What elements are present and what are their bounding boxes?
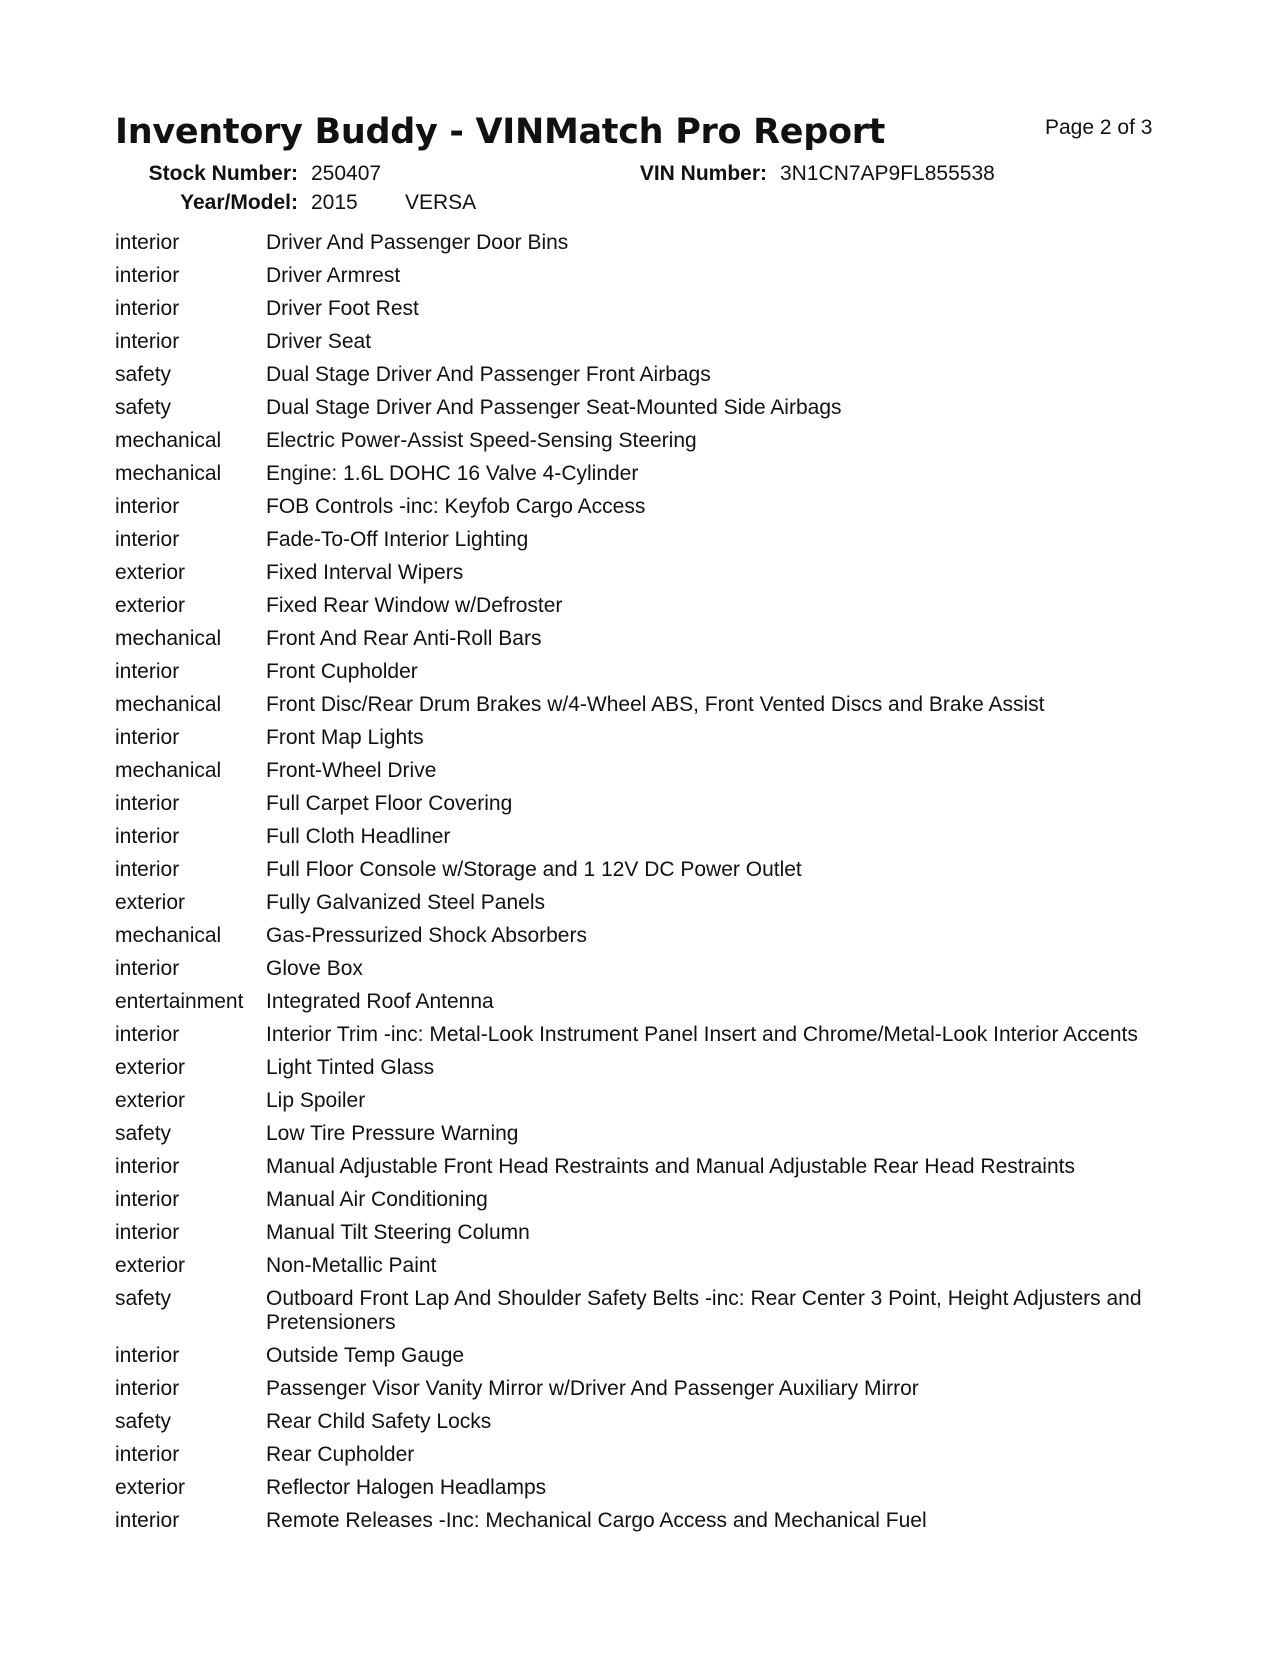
feature-category: interior	[115, 1023, 180, 1046]
feature-description: Outboard Front Lap And Shoulder Safety Belts -inc: Rear Center 3 Point, Height Adjusters and Pretensioners	[266, 1287, 1142, 1334]
feature-row	[115, 1250, 1175, 1283]
feature-description: Manual Air Conditioning	[266, 1188, 488, 1211]
feature-row	[115, 227, 1175, 260]
feature-category: interior	[115, 1377, 180, 1400]
stock-number-label: Stock Number:	[148, 162, 298, 185]
feature-category: mechanical	[115, 693, 222, 716]
feature-description: Dual Stage Driver And Passenger Seat-Mounted Side Airbags	[266, 396, 842, 419]
vin-number-value: 3N1CN7AP9FL855538	[780, 162, 995, 185]
feature-description: Low Tire Pressure Warning	[266, 1122, 519, 1145]
feature-row	[115, 293, 1175, 326]
feature-category: exterior	[115, 561, 186, 584]
feature-description: Outside Temp Gauge	[266, 1344, 465, 1367]
stock-number-value: 250407	[311, 162, 382, 185]
feature-row	[115, 722, 1175, 755]
feature-row	[115, 524, 1175, 557]
feature-category: interior	[115, 1221, 180, 1244]
feature-row	[115, 326, 1175, 359]
feature-category: exterior	[115, 1089, 186, 1112]
feature-row	[115, 755, 1175, 788]
feature-row	[115, 1340, 1175, 1373]
feature-row	[115, 920, 1175, 953]
feature-category: entertainment	[115, 990, 244, 1013]
feature-description: Reflector Halogen Headlamps	[266, 1476, 547, 1499]
feature-row	[115, 953, 1175, 986]
feature-category: interior	[115, 297, 180, 320]
feature-category: interior	[115, 1344, 180, 1367]
feature-category: exterior	[115, 891, 186, 914]
feature-row	[115, 821, 1175, 854]
feature-description: Lip Spoiler	[266, 1089, 366, 1112]
feature-description: Manual Adjustable Front Head Restraints and Manual Adjustable Rear Head Restraints	[266, 1155, 1075, 1178]
feature-category: interior	[115, 264, 180, 287]
feature-description: Driver And Passenger Door Bins	[266, 231, 569, 254]
feature-description: Full Carpet Floor Covering	[266, 792, 513, 815]
feature-row	[115, 1118, 1175, 1151]
feature-row	[115, 788, 1175, 821]
feature-row	[115, 854, 1175, 887]
feature-row	[115, 1283, 1175, 1340]
feature-description: Fade-To-Off Interior Lighting	[266, 528, 529, 551]
feature-category: interior	[115, 1155, 180, 1178]
feature-category: exterior	[115, 1476, 186, 1499]
feature-category: interior	[115, 825, 180, 848]
feature-description: Driver Armrest	[266, 264, 401, 287]
feature-category: exterior	[115, 1254, 186, 1277]
feature-description: Glove Box	[266, 957, 363, 980]
feature-description: Gas-Pressurized Shock Absorbers	[266, 924, 587, 947]
feature-row	[115, 1505, 1175, 1538]
feature-description: Manual Tilt Steering Column	[266, 1221, 530, 1244]
year-value: 2015	[311, 191, 358, 214]
feature-category: exterior	[115, 594, 186, 617]
feature-category: interior	[115, 1188, 180, 1211]
features-list	[115, 227, 1175, 1538]
feature-description: Driver Foot Rest	[266, 297, 419, 320]
feature-category: safety	[115, 363, 172, 386]
feature-category: mechanical	[115, 429, 222, 452]
vin-number-label: VIN Number:	[639, 162, 767, 185]
feature-description: Interior Trim -inc: Metal-Look Instrument Panel Insert and Chrome/Metal-Look Interior Accents	[266, 1023, 1138, 1046]
feature-row	[115, 1373, 1175, 1406]
feature-description: Rear Child Safety Locks	[266, 1410, 492, 1433]
feature-description: Non-Metallic Paint	[266, 1254, 437, 1277]
feature-row	[115, 689, 1175, 722]
feature-row	[115, 1472, 1175, 1505]
feature-category: safety	[115, 1122, 172, 1145]
feature-row	[115, 1019, 1175, 1052]
feature-category: safety	[115, 1410, 172, 1433]
feature-description: Fixed Rear Window w/Defroster	[266, 594, 563, 617]
feature-description: Dual Stage Driver And Passenger Front Airbags	[266, 363, 711, 386]
feature-description: Integrated Roof Antenna	[266, 990, 494, 1013]
model-value: VERSA	[405, 191, 477, 214]
feature-row	[115, 986, 1175, 1019]
feature-description: Front Cupholder	[266, 660, 418, 683]
feature-category: mechanical	[115, 462, 222, 485]
feature-category: interior	[115, 726, 180, 749]
feature-row	[115, 260, 1175, 293]
feature-category: interior	[115, 1443, 180, 1466]
feature-category: interior	[115, 957, 180, 980]
feature-description: Fully Galvanized Steel Panels	[266, 891, 545, 914]
feature-row	[115, 458, 1175, 491]
feature-description: Light Tinted Glass	[266, 1056, 435, 1079]
feature-category: interior	[115, 792, 180, 815]
feature-category: interior	[115, 660, 180, 683]
feature-category: mechanical	[115, 627, 222, 650]
feature-description: Front Map Lights	[266, 726, 424, 749]
feature-row	[115, 590, 1175, 623]
feature-category: interior	[115, 1509, 180, 1532]
feature-row	[115, 392, 1175, 425]
feature-category: interior	[115, 858, 180, 881]
feature-category: mechanical	[115, 759, 222, 782]
feature-description: Full Cloth Headliner	[266, 825, 451, 848]
feature-row	[115, 1052, 1175, 1085]
feature-row	[115, 1406, 1175, 1439]
feature-description: Full Floor Console w/Storage and 1 12V DC Power Outlet	[266, 858, 802, 881]
feature-description: Driver Seat	[266, 330, 372, 353]
feature-category: interior	[115, 528, 180, 551]
feature-category: mechanical	[115, 924, 222, 947]
feature-description: Front And Rear Anti-Roll Bars	[266, 627, 542, 650]
feature-description: Rear Cupholder	[266, 1443, 415, 1466]
feature-row	[115, 1151, 1175, 1184]
feature-category: safety	[115, 1287, 172, 1310]
feature-row	[115, 887, 1175, 920]
report-title: Inventory Buddy - VINMatch Pro Report	[115, 112, 886, 152]
feature-description: Remote Releases -Inc: Mechanical Cargo Access and Mechanical Fuel	[266, 1509, 927, 1532]
feature-row	[115, 491, 1175, 524]
feature-description: Passenger Visor Vanity Mirror w/Driver And Passenger Auxiliary Mirror	[266, 1377, 919, 1400]
feature-description: Front-Wheel Drive	[266, 759, 437, 782]
feature-category: interior	[115, 495, 180, 518]
feature-category: safety	[115, 396, 172, 419]
feature-category: exterior	[115, 1056, 186, 1079]
page-number: Page 2 of 3	[1045, 116, 1153, 139]
feature-description: Engine: 1.6L DOHC 16 Valve 4-Cylinder	[266, 462, 639, 485]
feature-row	[115, 359, 1175, 392]
feature-description: FOB Controls -inc: Keyfob Cargo Access	[266, 495, 646, 518]
feature-row	[115, 656, 1175, 689]
feature-category: interior	[115, 330, 180, 353]
feature-row	[115, 1184, 1175, 1217]
feature-row	[115, 1217, 1175, 1250]
feature-row	[115, 557, 1175, 590]
feature-description: Electric Power-Assist Speed-Sensing Steering	[266, 429, 697, 452]
feature-row	[115, 623, 1175, 656]
feature-description: Fixed Interval Wipers	[266, 561, 464, 584]
feature-row	[115, 1085, 1175, 1118]
year-model-label: Year/Model:	[180, 191, 298, 214]
feature-row	[115, 425, 1175, 458]
feature-category: interior	[115, 231, 180, 254]
feature-row	[115, 1439, 1175, 1472]
feature-description: Front Disc/Rear Drum Brakes w/4-Wheel ABS, Front Vented Discs and Brake Assist	[266, 693, 1045, 716]
